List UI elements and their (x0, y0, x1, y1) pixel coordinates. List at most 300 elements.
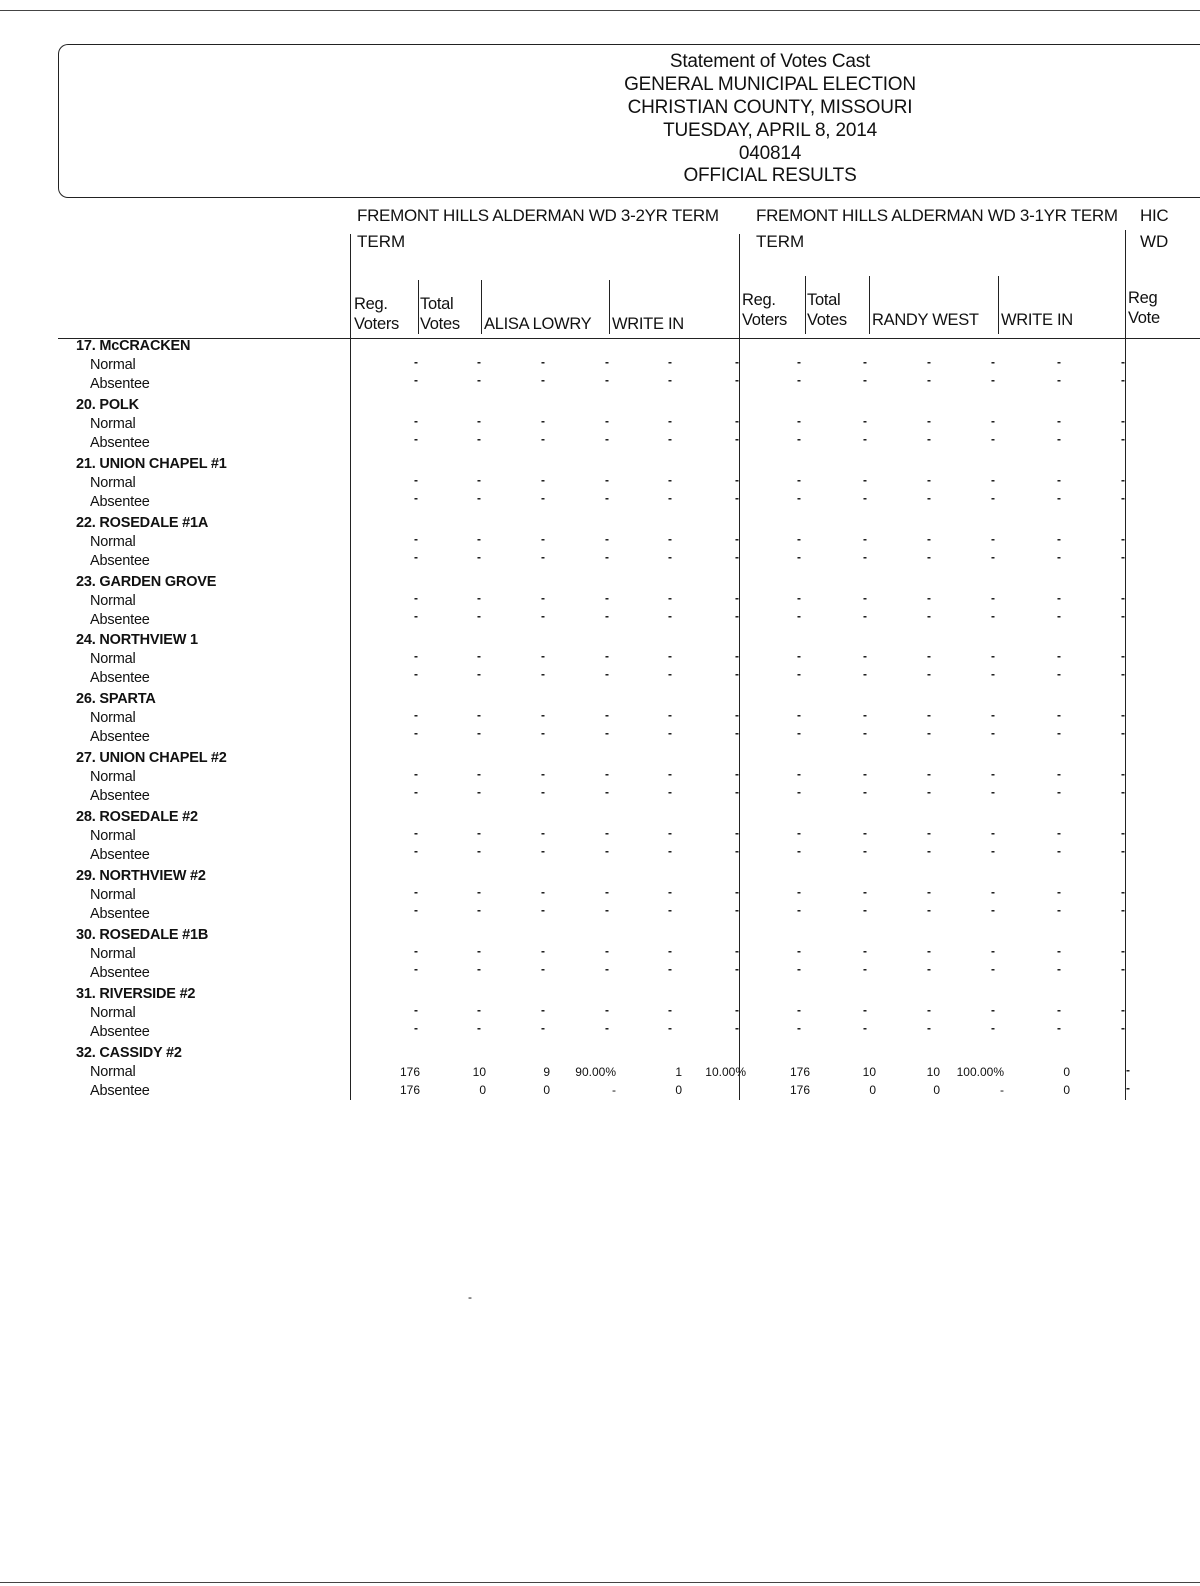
empty-cell-dash: - (605, 944, 609, 958)
vote-cell: 10 (862, 1065, 876, 1079)
empty-cell-dash: - (1126, 1063, 1130, 1077)
empty-cell-dash: - (414, 844, 418, 858)
empty-cell-dash: - (863, 491, 867, 505)
empty-cell-dash: - (863, 649, 867, 663)
empty-cell-dash: - (541, 844, 545, 858)
empty-cell-dash: - (927, 532, 931, 546)
empty-cell-dash: - (735, 944, 739, 958)
empty-cell-dash: - (541, 649, 545, 663)
normal-row-label: Normal (90, 887, 136, 903)
empty-cell-dash: - (541, 944, 545, 958)
empty-cell-dash: - (414, 473, 418, 487)
empty-cell-dash: - (541, 473, 545, 487)
empty-cell-dash: - (477, 550, 481, 564)
empty-cell-dash: - (1057, 491, 1061, 505)
precinct-name: 32. CASSIDY #2 (76, 1045, 182, 1061)
empty-cell-dash: - (414, 550, 418, 564)
empty-cell-dash: - (1057, 726, 1061, 740)
contest-1-left-border (350, 234, 351, 1100)
empty-cell-dash: - (668, 532, 672, 546)
empty-cell-dash: - (927, 726, 931, 740)
empty-cell-dash: - (1057, 944, 1061, 958)
empty-cell-dash: - (735, 649, 739, 663)
absentee-row-label: Absentee (90, 376, 150, 392)
results-status: OFFICIAL RESULTS (683, 165, 857, 186)
empty-cell-dash: - (477, 373, 481, 387)
empty-cell-dash: - (605, 491, 609, 505)
empty-cell-dash: - (477, 962, 481, 976)
vote-cell: 0 (675, 1083, 682, 1097)
empty-cell-dash: - (605, 591, 609, 605)
empty-cell-dash: - (541, 532, 545, 546)
empty-cell-dash: - (1057, 414, 1061, 428)
empty-cell-dash: - (863, 785, 867, 799)
empty-cell-dash: - (605, 1003, 609, 1017)
empty-cell-dash: - (1121, 491, 1125, 505)
empty-cell-dash: - (991, 962, 995, 976)
column-separator (481, 280, 482, 334)
empty-cell-dash: - (863, 414, 867, 428)
empty-cell-dash: - (414, 432, 418, 446)
empty-cell-dash: - (735, 432, 739, 446)
precinct-name: 23. GARDEN GROVE (76, 574, 217, 590)
empty-cell-dash: - (414, 373, 418, 387)
empty-cell-dash: - (541, 726, 545, 740)
absentee-row-label: Absentee (90, 670, 150, 686)
absentee-row-label: Absentee (90, 1083, 150, 1099)
contest-1-title: FREMONT HILLS ALDERMAN WD 3-2YR TERM (357, 206, 719, 225)
empty-cell-dash: - (605, 432, 609, 446)
vote-cell: 10 (926, 1065, 940, 1079)
empty-cell-dash: - (477, 944, 481, 958)
empty-cell-dash: - (1057, 708, 1061, 722)
election-name: GENERAL MUNICIPAL ELECTION (624, 74, 916, 95)
empty-cell-dash: - (605, 649, 609, 663)
empty-cell-dash: - (668, 1003, 672, 1017)
empty-cell-dash: - (863, 903, 867, 917)
empty-cell-dash: - (414, 708, 418, 722)
column-separator (418, 280, 419, 334)
empty-cell-dash: - (1121, 373, 1125, 387)
empty-cell-dash: - (927, 667, 931, 681)
empty-cell-dash: - (414, 1021, 418, 1035)
empty-cell-dash: - (668, 767, 672, 781)
empty-cell-dash: - (927, 903, 931, 917)
empty-cell-dash: - (1121, 473, 1125, 487)
empty-cell-dash: - (991, 473, 995, 487)
empty-cell-dash: - (735, 962, 739, 976)
col-reg-voters-3: Reg Vote (1128, 289, 1160, 327)
normal-row-label: Normal (90, 769, 136, 785)
empty-cell-dash: - (1057, 1021, 1061, 1035)
empty-cell-dash: - (735, 667, 739, 681)
empty-cell-dash: - (668, 1021, 672, 1035)
contest-2-title-cont: TERM (756, 232, 805, 251)
empty-cell-dash: - (477, 726, 481, 740)
empty-cell-dash: - (414, 962, 418, 976)
empty-cell-dash: - (927, 944, 931, 958)
empty-cell-dash: - (797, 414, 801, 428)
precinct-name: 17. McCRACKEN (76, 338, 191, 354)
precinct-name: 24. NORTHVIEW 1 (76, 632, 198, 648)
empty-cell-dash: - (863, 826, 867, 840)
empty-cell-dash: - (1121, 1003, 1125, 1017)
empty-cell-dash: - (991, 591, 995, 605)
vote-cell: 0 (543, 1083, 550, 1097)
empty-cell-dash: - (605, 785, 609, 799)
election-code: 040814 (738, 143, 802, 164)
normal-row-label: Normal (90, 1005, 136, 1021)
empty-cell-dash: - (1057, 1003, 1061, 1017)
precinct-name: 21. UNION CHAPEL #1 (76, 456, 227, 472)
empty-cell-dash: - (1121, 962, 1125, 976)
vote-cell: 0 (869, 1083, 876, 1097)
contest-2-left-border (739, 234, 740, 1100)
vote-cell: 176 (789, 1083, 810, 1097)
empty-cell-dash: - (668, 903, 672, 917)
empty-cell-dash: - (927, 785, 931, 799)
col-total-votes-1: Total Votes (420, 295, 460, 333)
empty-cell-dash: - (863, 844, 867, 858)
scan-mark: - (468, 1290, 472, 1304)
empty-cell-dash: - (863, 432, 867, 446)
precinct-name: 29. NORTHVIEW #2 (76, 868, 206, 884)
empty-cell-dash: - (991, 1003, 995, 1017)
empty-cell-dash: - (541, 962, 545, 976)
empty-cell-dash: - (927, 1003, 931, 1017)
empty-cell-dash: - (1121, 1021, 1125, 1035)
precinct-name: 30. ROSEDALE #1B (76, 927, 209, 943)
empty-cell-dash: - (797, 473, 801, 487)
empty-cell-dash: - (927, 473, 931, 487)
empty-cell-dash: - (991, 550, 995, 564)
empty-cell-dash: - (927, 649, 931, 663)
empty-cell-dash: - (541, 708, 545, 722)
empty-cell-dash: - (735, 532, 739, 546)
empty-cell-dash: - (668, 355, 672, 369)
empty-cell-dash: - (797, 1003, 801, 1017)
vote-cell: 90.00% (575, 1065, 616, 1079)
empty-cell-dash: - (414, 944, 418, 958)
empty-cell-dash: - (1121, 885, 1125, 899)
empty-cell-dash: - (1057, 432, 1061, 446)
empty-cell-dash: - (797, 532, 801, 546)
empty-cell-dash: - (863, 591, 867, 605)
vote-cell: 9 (543, 1065, 550, 1079)
empty-cell-dash: - (863, 708, 867, 722)
empty-cell-dash: - (991, 903, 995, 917)
col-randy-west: RANDY WEST (872, 311, 979, 329)
empty-cell-dash: - (414, 903, 418, 917)
empty-cell-dash: - (414, 785, 418, 799)
election-date: TUESDAY, APRIL 8, 2014 (663, 120, 877, 141)
precinct-name: 22. ROSEDALE #1A (76, 515, 209, 531)
empty-cell-dash: - (1121, 550, 1125, 564)
empty-cell-dash: - (414, 1003, 418, 1017)
normal-row-label: Normal (90, 593, 136, 609)
absentee-row-label: Absentee (90, 906, 150, 922)
contest-1-title-cont: TERM (357, 232, 406, 251)
empty-cell-dash: - (863, 667, 867, 681)
empty-cell-dash: - (735, 609, 739, 623)
absentee-row-label: Absentee (90, 965, 150, 981)
contest-3-title-cont: WD (1140, 232, 1169, 251)
normal-row-label: Normal (90, 475, 136, 491)
empty-cell-dash: - (991, 667, 995, 681)
normal-row-label: Normal (90, 946, 136, 962)
empty-cell-dash: - (1121, 432, 1125, 446)
empty-cell-dash: - (668, 785, 672, 799)
empty-cell-dash: - (1057, 767, 1061, 781)
empty-cell-dash: - (927, 414, 931, 428)
empty-cell-dash: - (735, 785, 739, 799)
empty-cell-dash: - (541, 826, 545, 840)
empty-cell-dash: - (605, 355, 609, 369)
empty-cell-dash: - (991, 944, 995, 958)
empty-cell-dash: - (605, 373, 609, 387)
empty-cell-dash: - (541, 491, 545, 505)
empty-cell-dash: - (991, 649, 995, 663)
empty-cell-dash: - (735, 355, 739, 369)
absentee-row-label: Absentee (90, 788, 150, 804)
empty-cell-dash: - (477, 591, 481, 605)
empty-cell-dash: - (668, 826, 672, 840)
empty-cell-dash: - (414, 532, 418, 546)
empty-cell-dash: - (605, 667, 609, 681)
empty-cell-dash: - (1057, 473, 1061, 487)
empty-cell-dash: - (991, 708, 995, 722)
empty-cell-dash: - (668, 609, 672, 623)
empty-cell-dash: - (605, 473, 609, 487)
absentee-row-label: Absentee (90, 435, 150, 451)
empty-cell-dash: - (1126, 1081, 1130, 1095)
empty-cell-dash: - (668, 373, 672, 387)
empty-cell-dash: - (668, 885, 672, 899)
empty-cell-dash: - (735, 550, 739, 564)
empty-cell-dash: - (541, 591, 545, 605)
empty-cell-dash: - (927, 491, 931, 505)
column-separator (998, 276, 999, 334)
empty-cell-dash: - (927, 550, 931, 564)
header-rule (58, 338, 1200, 339)
scan-bottom-line (0, 1582, 1200, 1583)
absentee-row-label: Absentee (90, 1024, 150, 1040)
empty-cell-dash: - (414, 355, 418, 369)
empty-cell-dash: - (927, 767, 931, 781)
empty-cell-dash: - (927, 1021, 931, 1035)
empty-cell-dash: - (414, 767, 418, 781)
empty-cell-dash: - (991, 885, 995, 899)
empty-cell-dash: - (1057, 609, 1061, 623)
empty-cell-dash: - (797, 726, 801, 740)
empty-cell-dash: - (477, 903, 481, 917)
empty-cell-dash: - (668, 591, 672, 605)
empty-cell-dash: - (797, 885, 801, 899)
absentee-row-label: Absentee (90, 729, 150, 745)
empty-cell-dash: - (414, 885, 418, 899)
col-reg-voters-2: Reg. Voters (742, 291, 787, 329)
empty-cell-dash: - (797, 708, 801, 722)
empty-cell-dash: - (668, 432, 672, 446)
empty-cell-dash: - (1057, 373, 1061, 387)
col-total-votes-2: Total Votes (807, 291, 847, 329)
absentee-row-label: Absentee (90, 847, 150, 863)
empty-cell-dash: - (1121, 767, 1125, 781)
col-alisa-lowry: ALISA LOWRY (484, 315, 592, 333)
empty-cell-dash: - (991, 532, 995, 546)
empty-cell-dash: - (668, 649, 672, 663)
column-separator (869, 276, 870, 334)
empty-cell-dash: - (991, 432, 995, 446)
empty-cell-dash: - (991, 414, 995, 428)
empty-cell-dash: - (863, 1003, 867, 1017)
empty-cell-dash: - (863, 767, 867, 781)
empty-cell-dash: - (797, 591, 801, 605)
precinct-name: 27. UNION CHAPEL #2 (76, 750, 227, 766)
column-separator (609, 280, 610, 334)
empty-cell-dash: - (605, 844, 609, 858)
precinct-name: 28. ROSEDALE #2 (76, 809, 198, 825)
empty-cell-dash: - (477, 708, 481, 722)
empty-cell-dash: - (477, 844, 481, 858)
empty-cell-dash: - (1121, 944, 1125, 958)
empty-cell-dash: - (541, 609, 545, 623)
empty-cell-dash: - (541, 767, 545, 781)
empty-cell-dash: - (735, 414, 739, 428)
empty-cell-dash: - (927, 708, 931, 722)
normal-row-label: Normal (90, 416, 136, 432)
report-title: Statement of Votes Cast (669, 51, 871, 72)
vote-cell: - (1000, 1083, 1004, 1097)
empty-cell-dash: - (605, 609, 609, 623)
empty-cell-dash: - (1057, 885, 1061, 899)
empty-cell-dash: - (735, 1021, 739, 1035)
empty-cell-dash: - (797, 844, 801, 858)
empty-cell-dash: - (991, 726, 995, 740)
precinct-name: 26. SPARTA (76, 691, 156, 707)
empty-cell-dash: - (1057, 667, 1061, 681)
empty-cell-dash: - (735, 1003, 739, 1017)
absentee-row-label: Absentee (90, 612, 150, 628)
empty-cell-dash: - (477, 609, 481, 623)
empty-cell-dash: - (1057, 903, 1061, 917)
empty-cell-dash: - (735, 885, 739, 899)
absentee-row-label: Absentee (90, 494, 150, 510)
empty-cell-dash: - (668, 491, 672, 505)
normal-row-label: Normal (90, 1064, 136, 1080)
column-separator (805, 276, 806, 334)
empty-cell-dash: - (541, 885, 545, 899)
empty-cell-dash: - (735, 903, 739, 917)
empty-cell-dash: - (735, 708, 739, 722)
empty-cell-dash: - (414, 491, 418, 505)
empty-cell-dash: - (927, 844, 931, 858)
vote-cell: 100.00% (956, 1065, 1004, 1079)
empty-cell-dash: - (668, 708, 672, 722)
empty-cell-dash: - (927, 885, 931, 899)
empty-cell-dash: - (1057, 844, 1061, 858)
absentee-row-label: Absentee (90, 553, 150, 569)
empty-cell-dash: - (927, 962, 931, 976)
normal-row-label: Normal (90, 710, 136, 726)
scan-fold-line (0, 10, 1200, 11)
empty-cell-dash: - (927, 591, 931, 605)
empty-cell-dash: - (541, 432, 545, 446)
empty-cell-dash: - (797, 962, 801, 976)
vote-cell: 0 (933, 1083, 940, 1097)
empty-cell-dash: - (477, 826, 481, 840)
empty-cell-dash: - (605, 550, 609, 564)
normal-row-label: Normal (90, 651, 136, 667)
contest-2-title: FREMONT HILLS ALDERMAN WD 3-1YR TERM (756, 206, 1118, 225)
empty-cell-dash: - (541, 1021, 545, 1035)
empty-cell-dash: - (927, 432, 931, 446)
empty-cell-dash: - (1057, 649, 1061, 663)
empty-cell-dash: - (1057, 591, 1061, 605)
empty-cell-dash: - (863, 550, 867, 564)
empty-cell-dash: - (1057, 826, 1061, 840)
empty-cell-dash: - (605, 708, 609, 722)
precinct-name: 20. POLK (76, 397, 139, 413)
empty-cell-dash: - (797, 373, 801, 387)
empty-cell-dash: - (605, 1021, 609, 1035)
empty-cell-dash: - (668, 726, 672, 740)
empty-cell-dash: - (1121, 844, 1125, 858)
empty-cell-dash: - (863, 373, 867, 387)
empty-cell-dash: - (1057, 550, 1061, 564)
empty-cell-dash: - (797, 767, 801, 781)
empty-cell-dash: - (1121, 826, 1125, 840)
empty-cell-dash: - (605, 885, 609, 899)
empty-cell-dash: - (414, 726, 418, 740)
empty-cell-dash: - (735, 767, 739, 781)
empty-cell-dash: - (927, 373, 931, 387)
empty-cell-dash: - (797, 432, 801, 446)
empty-cell-dash: - (541, 373, 545, 387)
empty-cell-dash: - (991, 844, 995, 858)
empty-cell-dash: - (735, 726, 739, 740)
empty-cell-dash: - (927, 355, 931, 369)
empty-cell-dash: - (414, 609, 418, 623)
normal-row-label: Normal (90, 534, 136, 550)
col-reg-voters-1: Reg. Voters (354, 295, 399, 333)
empty-cell-dash: - (735, 373, 739, 387)
empty-cell-dash: - (668, 944, 672, 958)
empty-cell-dash: - (541, 414, 545, 428)
empty-cell-dash: - (1121, 785, 1125, 799)
empty-cell-dash: - (863, 726, 867, 740)
empty-cell-dash: - (1121, 726, 1125, 740)
empty-cell-dash: - (797, 609, 801, 623)
empty-cell-dash: - (605, 903, 609, 917)
empty-cell-dash: - (477, 432, 481, 446)
empty-cell-dash: - (797, 826, 801, 840)
normal-row-label: Normal (90, 828, 136, 844)
contest-3-left-border (1125, 230, 1126, 1100)
empty-cell-dash: - (797, 550, 801, 564)
empty-cell-dash: - (863, 355, 867, 369)
empty-cell-dash: - (1057, 355, 1061, 369)
empty-cell-dash: - (991, 767, 995, 781)
empty-cell-dash: - (414, 826, 418, 840)
empty-cell-dash: - (991, 373, 995, 387)
empty-cell-dash: - (477, 885, 481, 899)
empty-cell-dash: - (735, 473, 739, 487)
col-write-in-1: WRITE IN (612, 315, 684, 333)
empty-cell-dash: - (1121, 649, 1125, 663)
vote-cell: 0 (479, 1083, 486, 1097)
empty-cell-dash: - (668, 962, 672, 976)
